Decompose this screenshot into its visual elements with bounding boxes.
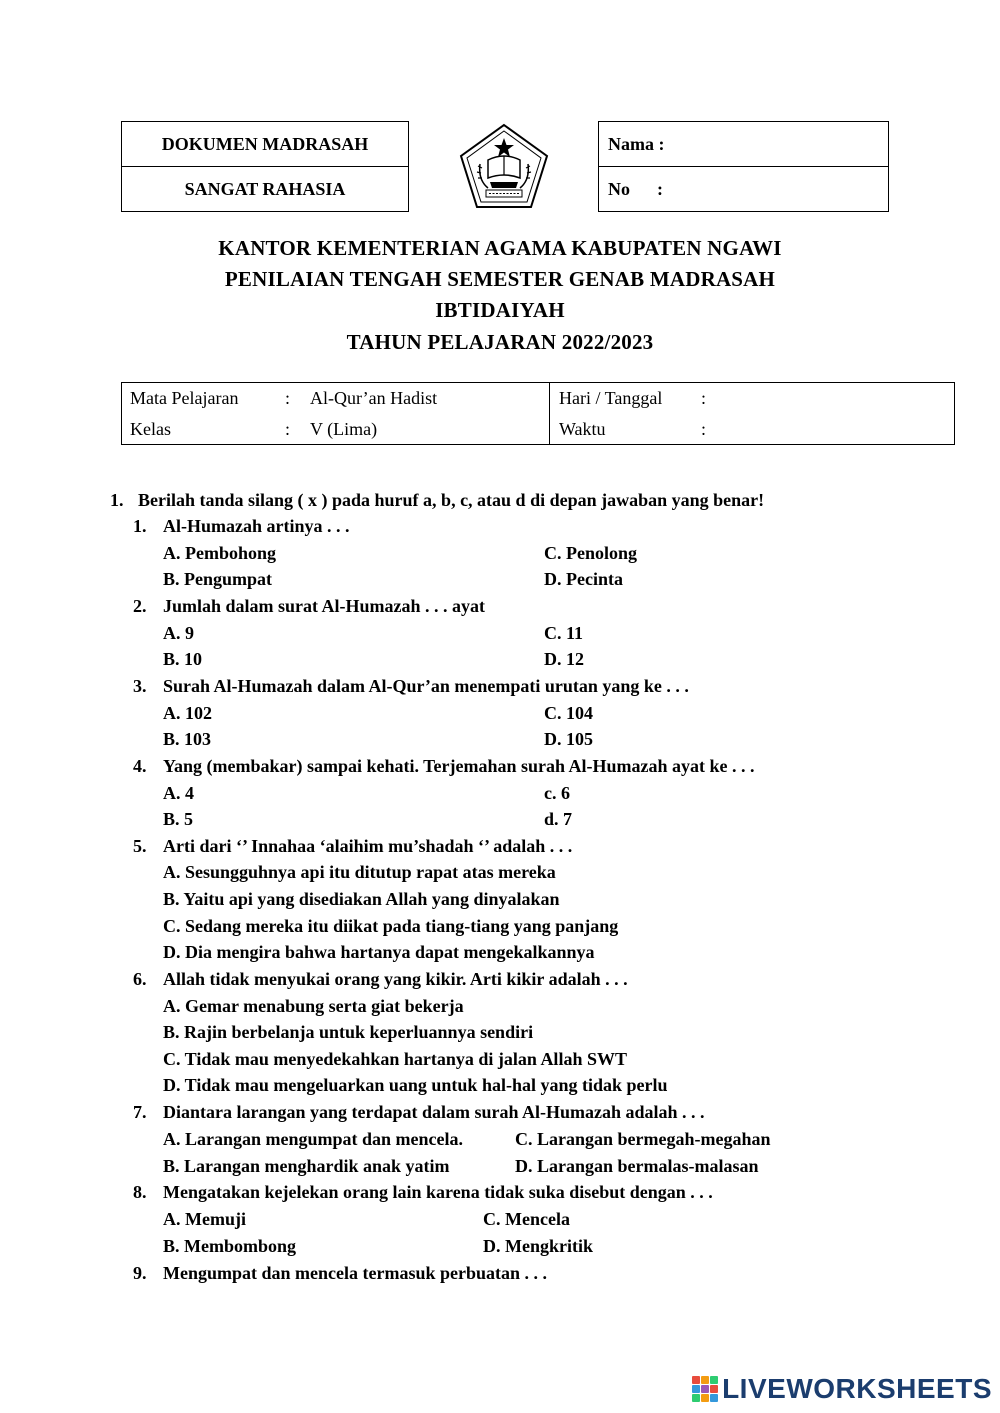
option-c[interactable]: C. Sedang mereka itu diikat pada tiang-tiang yang panjang <box>163 916 619 936</box>
question-text: Diantara larangan yang terdapat dalam surah Al-Humazah adalah . . . <box>163 1102 705 1122</box>
date-colon: : <box>701 388 707 408</box>
option-c[interactable]: C. Penolong <box>544 543 638 563</box>
question-number: 8. <box>133 1182 147 1202</box>
exam-title: PENILAIAN TENGAH SEMESTER GENAB MADRASAH <box>224 267 776 291</box>
option-c[interactable]: C. 11 <box>544 623 584 643</box>
option-b[interactable]: B. 5 <box>163 809 194 829</box>
option-d[interactable]: D. 12 <box>544 649 584 669</box>
watermark-text: LIVEWORKSHEETS <box>722 1373 992 1404</box>
option-c[interactable]: C. Tidak mau menyedekahkan hartanya di jalan Allah SWT <box>163 1049 627 1069</box>
secrecy-label: SANGAT RAHASIA <box>122 166 408 211</box>
school-level-title: IBTIDAIYAH <box>435 298 565 322</box>
time-label: Waktu <box>559 419 606 439</box>
academic-year-title: TAHUN PELAJARAN 2022/2023 <box>346 330 654 354</box>
question-number: 6. <box>133 969 147 989</box>
option-c[interactable]: c. 6 <box>544 783 570 803</box>
option-c[interactable]: C. Mencela <box>483 1209 570 1229</box>
section-instruction: Berilah tanda silang ( x ) pada huruf a, b, c, atau d di depan jawaban yang benar! <box>138 490 765 510</box>
question-text: Mengatakan kejelekan orang lain karena tidak suka disebut dengan . . . <box>163 1182 713 1202</box>
subject-label: Mata Pelajaran <box>130 388 239 408</box>
number-field[interactable]: No : <box>599 166 888 211</box>
class-value: V (Lima) <box>310 419 378 439</box>
option-a[interactable]: A. 102 <box>163 703 212 723</box>
option-a[interactable]: A. 4 <box>163 783 194 803</box>
question-text: Mengumpat dan mencela termasuk perbuatan . . . <box>163 1263 548 1283</box>
option-b[interactable]: B. Pengumpat <box>163 569 273 589</box>
option-d[interactable]: D. Mengkritik <box>483 1236 593 1256</box>
option-d[interactable]: d. 7 <box>544 809 573 829</box>
option-d[interactable]: D. Larangan bermalas-malasan <box>515 1156 759 1176</box>
subject-value: Al-Qur’an Hadist <box>310 388 438 408</box>
option-d[interactable]: D. 105 <box>544 729 593 749</box>
question-text: Al-Humazah artinya . . . <box>163 516 350 536</box>
option-b[interactable]: B. Yaitu api yang disediakan Allah yang dinyalakan <box>163 889 560 909</box>
info-divider <box>549 383 550 444</box>
office-title: KANTOR KEMENTERIAN AGAMA KABUPATEN NGAWI <box>218 236 782 260</box>
name-field[interactable]: Nama : <box>608 133 665 154</box>
option-b[interactable]: B. Membombong <box>163 1236 297 1256</box>
option-d[interactable]: D. Pecinta <box>544 569 623 589</box>
question-text: Surah Al-Humazah dalam Al-Qur’an menempati urutan yang ke . . . <box>163 676 689 696</box>
liveworksheets-watermark <box>692 1373 992 1405</box>
option-a[interactable]: A. Pembohong <box>163 543 277 563</box>
exam-info-table <box>121 382 955 445</box>
option-b[interactable]: B. 10 <box>163 649 203 669</box>
option-d[interactable]: D. Dia mengira bahwa hartanya dapat mengekalkannya <box>163 942 595 962</box>
class-label: Kelas <box>130 419 171 439</box>
option-b[interactable]: B. Rajin berbelanja untuk keperluannya sendiri <box>163 1022 534 1042</box>
option-a[interactable]: A. Sesungguhnya api itu ditutup rapat atas mereka <box>163 862 556 882</box>
question-number: 2. <box>133 596 147 616</box>
question-number: 3. <box>133 676 147 696</box>
date-label: Hari / Tanggal <box>559 388 663 408</box>
option-d[interactable]: D. Tidak mau mengeluarkan uang untuk hal-hal yang tidak perlu <box>163 1075 668 1095</box>
question-text: Allah tidak menyukai orang yang kikir. Arti kikir adalah . . . <box>163 969 628 989</box>
question-text: Yang (membakar) sampai kehati. Terjemahan surah Al-Humazah ayat ke . . . <box>163 756 755 776</box>
option-c[interactable]: C. Larangan bermegah-megahan <box>515 1129 771 1149</box>
option-b[interactable]: B. Larangan menghardik anak yatim <box>163 1156 450 1176</box>
student-identity-box <box>598 121 889 212</box>
subject-colon: : <box>285 388 291 408</box>
option-c[interactable]: C. 104 <box>544 703 593 723</box>
time-colon: : <box>701 419 707 439</box>
question-text: Arti dari ‘’ Innahaa ‘alaihim mu’shadah ‘’ adalah . . . <box>163 836 573 856</box>
kemenag-emblem-icon <box>458 122 550 210</box>
question-text: Jumlah dalam surat Al-Humazah . . . ayat <box>163 596 486 616</box>
question-number: 9. <box>133 1263 147 1283</box>
option-b[interactable]: B. 103 <box>163 729 212 749</box>
document-classification-box <box>121 121 409 212</box>
option-a[interactable]: A. 9 <box>163 623 194 643</box>
question-number: 7. <box>133 1102 147 1122</box>
option-a[interactable]: A. Gemar menabung serta giat bekerja <box>163 996 464 1016</box>
liveworksheets-logo-icon <box>692 1376 718 1402</box>
question-number: 4. <box>133 756 147 776</box>
option-a[interactable]: A. Memuji <box>163 1209 246 1229</box>
class-colon: : <box>285 419 291 439</box>
question-number: 1. <box>133 516 147 536</box>
section-number: 1. <box>110 490 124 510</box>
document-label: DOKUMEN MADRASAH <box>161 133 369 154</box>
option-a[interactable]: A. Larangan mengumpat dan mencela. <box>163 1129 464 1149</box>
question-number: 5. <box>133 836 147 856</box>
